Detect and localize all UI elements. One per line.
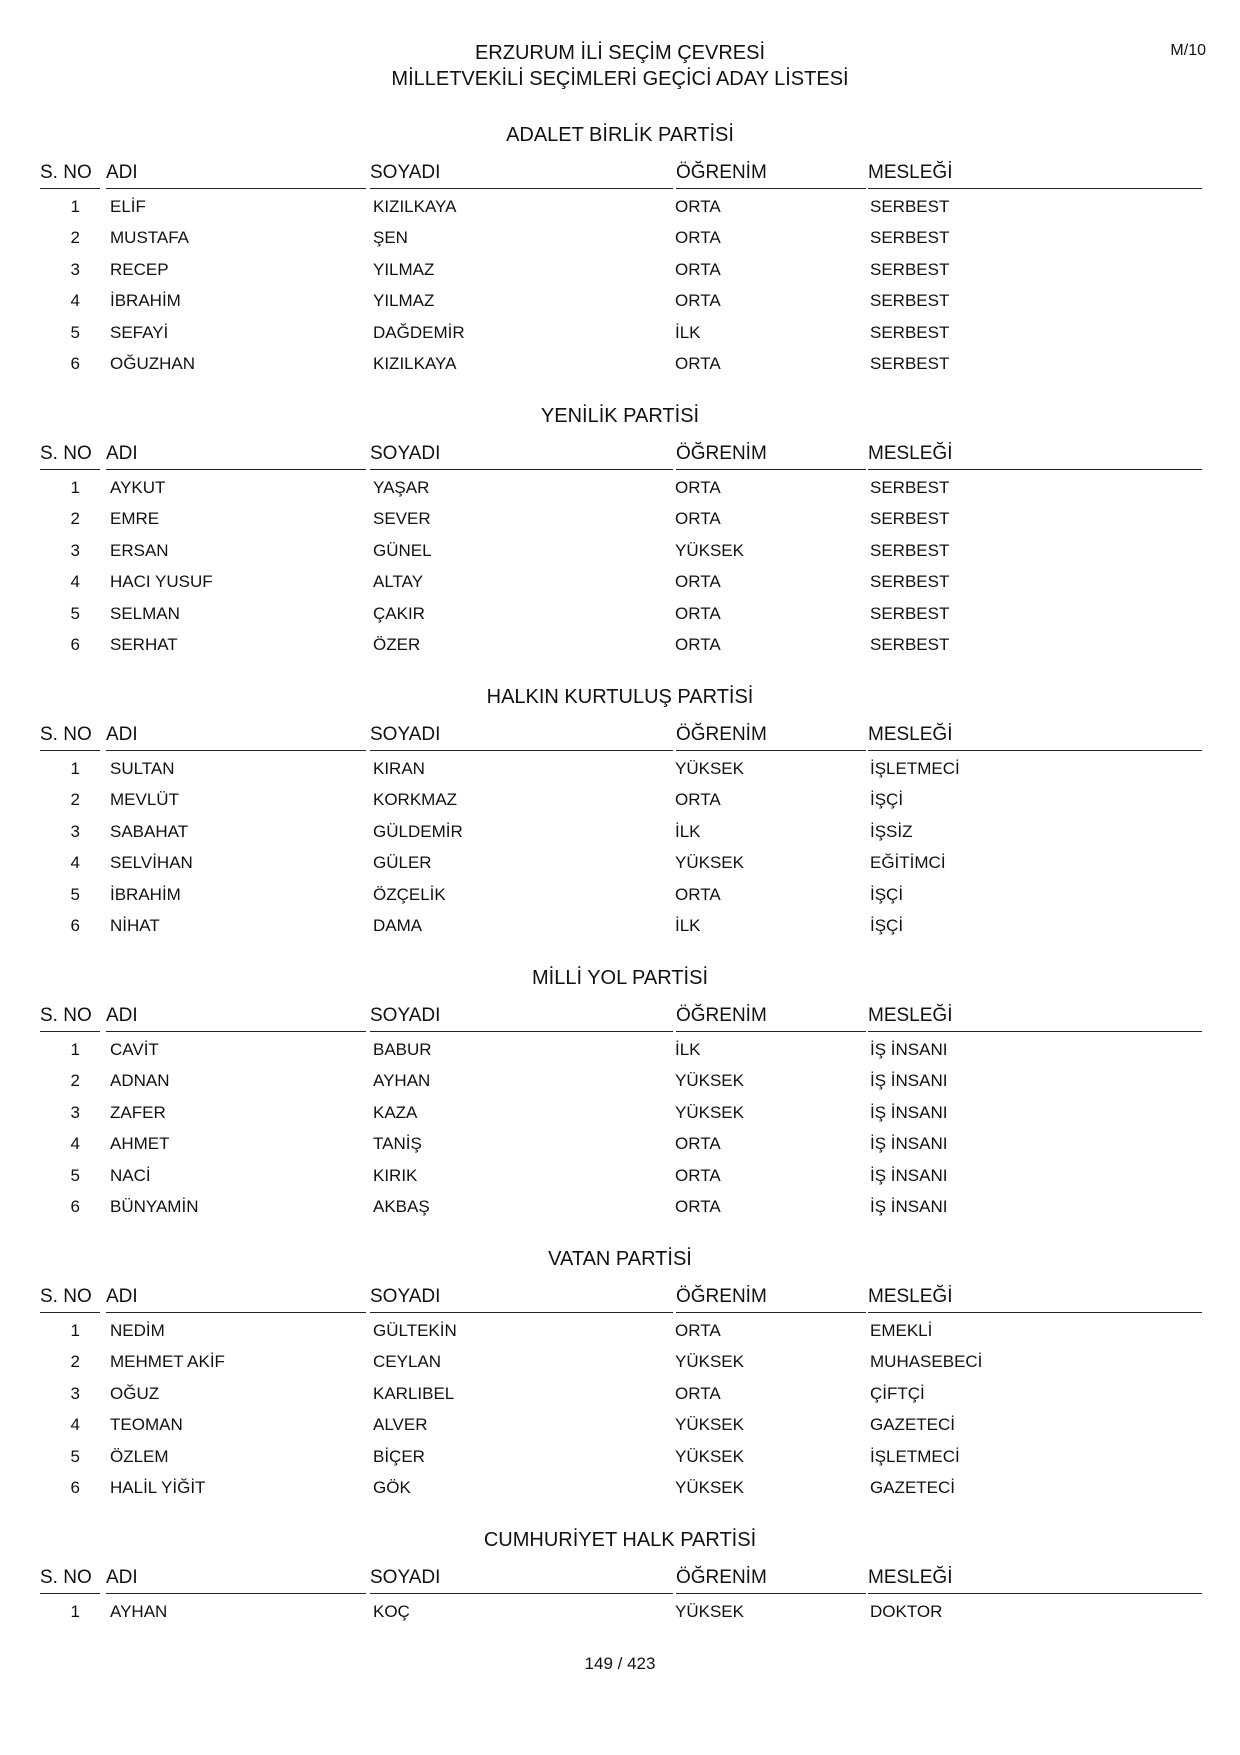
table-row [0,1472,1240,1503]
cell-adi: CAVİT [110,1040,159,1059]
cell-meslegi: DOKTOR [870,1602,943,1621]
cell-ogrenim: ORTA [675,884,721,904]
table-row [0,472,1240,503]
cell-no: 1 [70,1321,80,1340]
party-section [0,122,1240,379]
table-row [0,254,1240,285]
column-header-ogrenim: ÖĞRENİM [676,1563,866,1594]
column-header-sno: S. NO [40,1563,100,1594]
cell-meslegi: EMEKLİ [870,1321,933,1340]
cell-ogrenim: İLK [675,915,701,935]
cell-adi: ADNAN [110,1071,170,1091]
cell-adi: NİHAT [110,915,160,935]
cell-no: 3 [70,540,80,560]
cell-ogrenim: ORTA [675,197,721,216]
column-header-meslegi: MESLEĞİ [868,720,1202,751]
cell-ogrenim: YÜKSEK [675,1102,744,1122]
cell-adi: AHMET [110,1134,170,1154]
column-header-soyadi: SOYADI [370,720,673,751]
cell-adi: EMRE [110,509,160,529]
cell-adi: MUSTAFA [110,228,190,248]
cell-ogrenim: ORTA [675,353,721,373]
cell-meslegi: SERBEST [870,603,950,623]
cell-adi: SELMAN [110,603,180,623]
cell-ogrenim: ORTA [675,1321,721,1340]
cell-soyadi: ÖZÇELİK [373,884,446,904]
cell-meslegi: SERBEST [870,259,950,279]
cell-soyadi: GÖK [373,1477,411,1497]
table-header [0,1001,1240,1034]
cell-soyadi: BİÇER [373,1446,425,1466]
cell-meslegi: İŞSİZ [870,821,913,841]
table-row [0,1191,1240,1222]
column-header-ogrenim: ÖĞRENİM [676,720,866,751]
cell-adi: İBRAHİM [110,884,181,904]
table-row [0,1409,1240,1440]
cell-soyadi: AKBAŞ [373,1196,430,1216]
cell-adi: HACI YUSUF [110,572,213,592]
table-row [0,1346,1240,1377]
table-header [0,439,1240,472]
column-header-sno: S. NO [40,439,100,470]
table-row [0,503,1240,534]
cell-meslegi: GAZETECİ [870,1477,956,1497]
cell-no: 1 [70,1040,80,1059]
cell-adi: RECEP [110,259,169,279]
cell-soyadi: DAMA [373,915,423,935]
column-header-meslegi: MESLEĞİ [868,1001,1202,1032]
table-row [0,285,1240,316]
cell-no: 2 [70,790,80,810]
table-row [0,816,1240,847]
cell-ogrenim: YÜKSEK [675,1071,744,1091]
cell-ogrenim: ORTA [675,259,721,279]
cell-meslegi: MUHASEBECİ [870,1352,983,1372]
cell-adi: MEVLÜT [110,790,179,810]
cell-adi: AYKUT [110,478,166,497]
column-header-adi: ADI [106,439,366,470]
cell-no: 1 [70,1602,80,1621]
cell-no: 4 [70,1134,80,1154]
cell-no: 3 [70,1102,80,1122]
cell-no: 6 [70,353,80,373]
cell-adi: SABAHAT [110,821,189,841]
cell-no: 3 [70,1383,80,1403]
cell-no: 2 [70,1071,80,1091]
column-header-sno: S. NO [40,1282,100,1313]
cell-meslegi: SERBEST [870,353,950,373]
cell-adi: SERHAT [110,634,178,654]
cell-soyadi: KIRAN [373,759,425,778]
cell-meslegi: İŞÇİ [870,884,904,904]
cell-ogrenim: ORTA [675,1196,721,1216]
cell-no: 6 [70,1477,80,1497]
cell-ogrenim: YÜKSEK [675,1446,744,1466]
cell-meslegi: GAZETECİ [870,1415,956,1435]
table-row [0,910,1240,941]
party-section [0,1527,1240,1627]
cell-soyadi: BABUR [373,1040,432,1059]
cell-soyadi: KOÇ [373,1602,410,1621]
table-row [0,566,1240,597]
cell-ogrenim: ORTA [675,478,721,497]
cell-meslegi: EĞİTİMCİ [870,853,946,873]
table-row [0,1160,1240,1191]
cell-adi: MEHMET AKİF [110,1352,225,1372]
cell-ogrenim: ORTA [675,603,721,623]
cell-ogrenim: ORTA [675,572,721,592]
cell-ogrenim: ORTA [675,790,721,810]
cell-no: 1 [70,197,80,216]
column-header-meslegi: MESLEĞİ [868,158,1202,189]
cell-soyadi: YAŞAR [373,478,430,497]
cell-no: 5 [70,603,80,623]
table-row [0,1065,1240,1096]
cell-soyadi: SEVER [373,509,431,529]
cell-meslegi: SERBEST [870,228,950,248]
cell-meslegi: İŞ İNSANI [870,1040,948,1059]
title-line-2: MİLLETVEKİLİ SEÇİMLERİ GEÇİCİ ADAY LİSTESİ [391,68,849,90]
party-name: HALKIN KURTULUŞ PARTİSİ [486,686,754,708]
cell-adi: SELVİHAN [110,853,193,873]
cell-no: 4 [70,572,80,592]
cell-soyadi: ÖZER [373,634,421,654]
column-header-adi: ADI [106,1563,366,1594]
cell-meslegi: İŞÇİ [870,915,904,935]
cell-meslegi: İŞLETMECİ [870,1446,960,1466]
party-name: VATAN PARTİSİ [548,1248,692,1270]
table-row [0,784,1240,815]
cell-adi: OĞUZHAN [110,353,195,373]
cell-adi: NEDİM [110,1321,165,1340]
table-header [0,720,1240,753]
cell-soyadi: DAĞDEMİR [373,322,465,342]
cell-meslegi: İŞLETMECİ [870,759,960,778]
cell-ogrenim: YÜKSEK [675,853,744,873]
column-header-meslegi: MESLEĞİ [868,1282,1202,1313]
cell-ogrenim: YÜKSEK [675,1352,744,1372]
party-name: CUMHURİYET HALK PARTİSİ [483,1529,757,1551]
cell-meslegi: SERBEST [870,572,950,592]
cell-soyadi: GÜNEL [373,540,432,560]
cell-ogrenim: ORTA [675,1165,721,1185]
column-header-ogrenim: ÖĞRENİM [676,1282,866,1313]
column-header-soyadi: SOYADI [370,439,673,470]
cell-no: 6 [70,915,80,935]
table-row [0,1128,1240,1159]
column-header-sno: S. NO [40,720,100,751]
table-header [0,158,1240,191]
column-header-soyadi: SOYADI [370,158,673,189]
cell-soyadi: KIRIK [373,1165,418,1185]
cell-ogrenim: ORTA [675,634,721,654]
cell-soyadi: YILMAZ [373,259,435,279]
cell-adi: TEOMAN [110,1415,183,1435]
cell-adi: HALİL YİĞİT [110,1477,206,1497]
cell-adi: İBRAHİM [110,291,181,311]
cell-no: 6 [70,634,80,654]
table-row [0,753,1240,784]
party-name: YENİLİK PARTİSİ [540,405,700,427]
table-header [0,1282,1240,1315]
cell-meslegi: İŞ İNSANI [870,1071,948,1091]
cell-adi: NACİ [110,1165,151,1185]
table-row [0,535,1240,566]
table-row [0,879,1240,910]
cell-soyadi: ALTAY [373,572,424,592]
cell-ogrenim: YÜKSEK [675,1477,744,1497]
cell-soyadi: KIZILKAYA [373,197,457,216]
table-row [0,598,1240,629]
cell-ogrenim: ORTA [675,1383,721,1403]
table-row [0,191,1240,222]
cell-ogrenim: YÜKSEK [675,1602,744,1621]
cell-no: 3 [70,821,80,841]
table-row [0,1378,1240,1409]
column-header-soyadi: SOYADI [370,1563,673,1594]
cell-soyadi: ALVER [373,1415,428,1435]
cell-ogrenim: YÜKSEK [675,1415,744,1435]
cell-soyadi: AYHAN [373,1071,431,1091]
table-row [0,1034,1240,1065]
cell-soyadi: TANİŞ [373,1134,422,1154]
cell-meslegi: İŞ İNSANI [870,1134,948,1154]
cell-no: 5 [70,1446,80,1466]
cell-ogrenim: ORTA [675,509,721,529]
cell-no: 5 [70,1165,80,1185]
cell-soyadi: CEYLAN [373,1352,442,1372]
cell-no: 2 [70,1352,80,1372]
page-number: 149 / 423 [584,1654,656,1673]
cell-meslegi: ÇİFTÇİ [870,1383,925,1403]
cell-soyadi: GÜLTEKİN [373,1321,457,1340]
table-row [0,348,1240,379]
cell-no: 3 [70,259,80,279]
cell-ogrenim: İLK [675,821,701,841]
cell-no: 4 [70,853,80,873]
cell-soyadi: YILMAZ [373,291,435,311]
column-header-soyadi: SOYADI [370,1001,673,1032]
cell-no: 1 [70,759,80,778]
cell-meslegi: SERBEST [870,322,950,342]
cell-adi: SULTAN [110,759,175,778]
cell-meslegi: SERBEST [870,478,950,497]
cell-soyadi: KARLIBEL [373,1383,455,1403]
column-header-sno: S. NO [40,1001,100,1032]
cell-no: 5 [70,884,80,904]
cell-adi: ZAFER [110,1102,166,1122]
cell-adi: ÖZLEM [110,1446,169,1466]
party-name: MİLLİ YOL PARTİSİ [532,967,708,989]
party-section [0,403,1240,660]
cell-soyadi: KIZILKAYA [373,353,457,373]
table-header [0,1563,1240,1596]
column-header-soyadi: SOYADI [370,1282,673,1313]
cell-meslegi: SERBEST [870,291,950,311]
cell-soyadi: GÜLDEMİR [373,821,463,841]
column-header-ogrenim: ÖĞRENİM [676,439,866,470]
table-row [0,222,1240,253]
table-row [0,629,1240,660]
column-header-adi: ADI [106,158,366,189]
cell-meslegi: İŞ İNSANI [870,1102,948,1122]
column-header-adi: ADI [106,1001,366,1032]
cell-adi: SEFAYİ [110,322,169,342]
title-line-1: ERZURUM İLİ SEÇİM ÇEVRESİ [474,42,766,64]
cell-no: 1 [70,478,80,497]
cell-ogrenim: ORTA [675,1134,721,1154]
cell-no: 5 [70,322,80,342]
column-header-adi: ADI [106,1282,366,1313]
cell-adi: AYHAN [110,1602,168,1621]
cell-soyadi: KORKMAZ [373,790,458,810]
column-header-ogrenim: ÖĞRENİM [676,158,866,189]
column-header-sno: S. NO [40,158,100,189]
cell-soyadi: KAZA [373,1102,418,1122]
cell-meslegi: İŞÇİ [870,790,904,810]
cell-no: 4 [70,291,80,311]
column-header-meslegi: MESLEĞİ [868,439,1202,470]
cell-meslegi: İŞ İNSANI [870,1196,948,1216]
cell-adi: ERSAN [110,540,169,560]
party-section [0,1246,1240,1503]
cell-adi: OĞUZ [110,1383,160,1403]
column-header-meslegi: MESLEĞİ [868,1563,1202,1594]
cell-ogrenim: İLK [675,322,701,342]
cell-meslegi: SERBEST [870,634,950,654]
party-name: ADALET BİRLİK PARTİSİ [506,124,734,146]
cell-ogrenim: YÜKSEK [675,759,744,778]
cell-soyadi: ŞEN [373,228,408,248]
table-row [0,1097,1240,1128]
cell-adi: ELİF [110,197,146,216]
cell-meslegi: SERBEST [870,509,950,529]
cell-ogrenim: YÜKSEK [675,540,744,560]
column-header-adi: ADI [106,720,366,751]
table-row [0,317,1240,348]
cell-ogrenim: İLK [675,1040,701,1059]
table-row [0,1596,1240,1627]
cell-meslegi: İŞ İNSANI [870,1165,948,1185]
cell-ogrenim: ORTA [675,228,721,248]
party-section [0,684,1240,941]
column-header-ogrenim: ÖĞRENİM [676,1001,866,1032]
cell-adi: BÜNYAMİN [110,1196,199,1216]
cell-soyadi: ÇAKIR [373,603,425,623]
cell-no: 2 [70,228,80,248]
table-row [0,1315,1240,1346]
table-row [0,847,1240,878]
cell-no: 2 [70,509,80,529]
party-section [0,965,1240,1222]
cell-meslegi: SERBEST [870,197,950,216]
cell-soyadi: GÜLER [373,853,432,873]
cell-meslegi: SERBEST [870,540,950,560]
cell-no: 6 [70,1196,80,1216]
cell-no: 4 [70,1415,80,1435]
cell-ogrenim: ORTA [675,291,721,311]
document-code: M/10 [1170,42,1206,59]
table-row [0,1441,1240,1472]
